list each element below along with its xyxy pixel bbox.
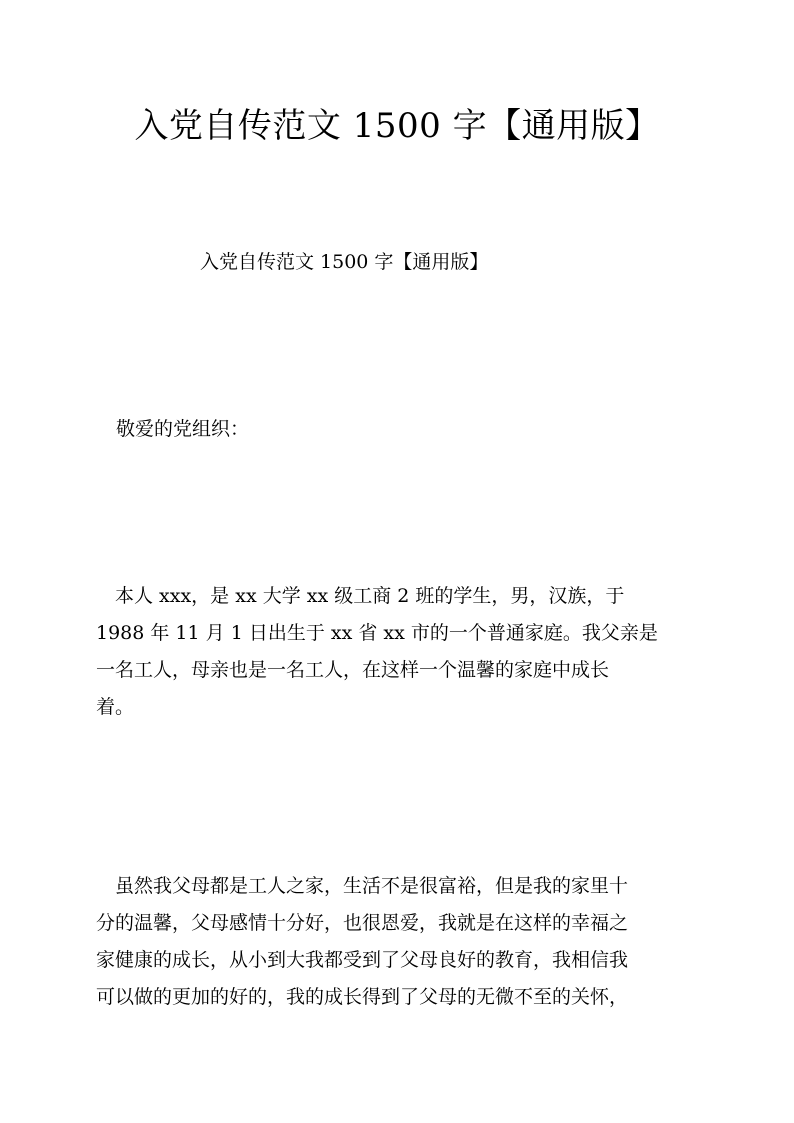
document-subtitle: 入党自传范文 1500 字【通用版】: [200, 251, 489, 273]
paragraph-line: 可以做的更加的好的，我的成长得到了父母的无微不至的关怀，: [96, 986, 629, 1008]
document-title: 入党自传范文 1500 字【通用版】: [134, 106, 660, 146]
paragraph-1: [96, 578, 700, 726]
salutation: 敬爱的党组织：: [116, 418, 250, 440]
paragraph-line: 1988 年 11 月 1 日出生于 xx 省 xx 市的一个普通家庭。我父亲是: [96, 622, 658, 644]
paragraph-line: 家健康的成长，从小到大我都受到了父母良好的教育，我相信我: [96, 949, 629, 971]
paragraph-line: 一名工人，母亲也是一名工人，在这样一个温馨的家庭中成长: [96, 659, 610, 681]
paragraph-line: 虽然我父母都是工人之家，生活不是很富裕，但是我的家里十: [115, 875, 629, 897]
paragraph-2: [96, 868, 700, 1016]
paragraph-line: 着。: [96, 696, 135, 718]
paragraph-line: 分的温馨，父母感情十分好，也很恩爱，我就是在这样的幸福之: [96, 912, 629, 934]
paragraph-line: 本人 xxx，是 xx 大学 xx 级工商 2 班的学生，男，汉族，于: [115, 585, 625, 607]
